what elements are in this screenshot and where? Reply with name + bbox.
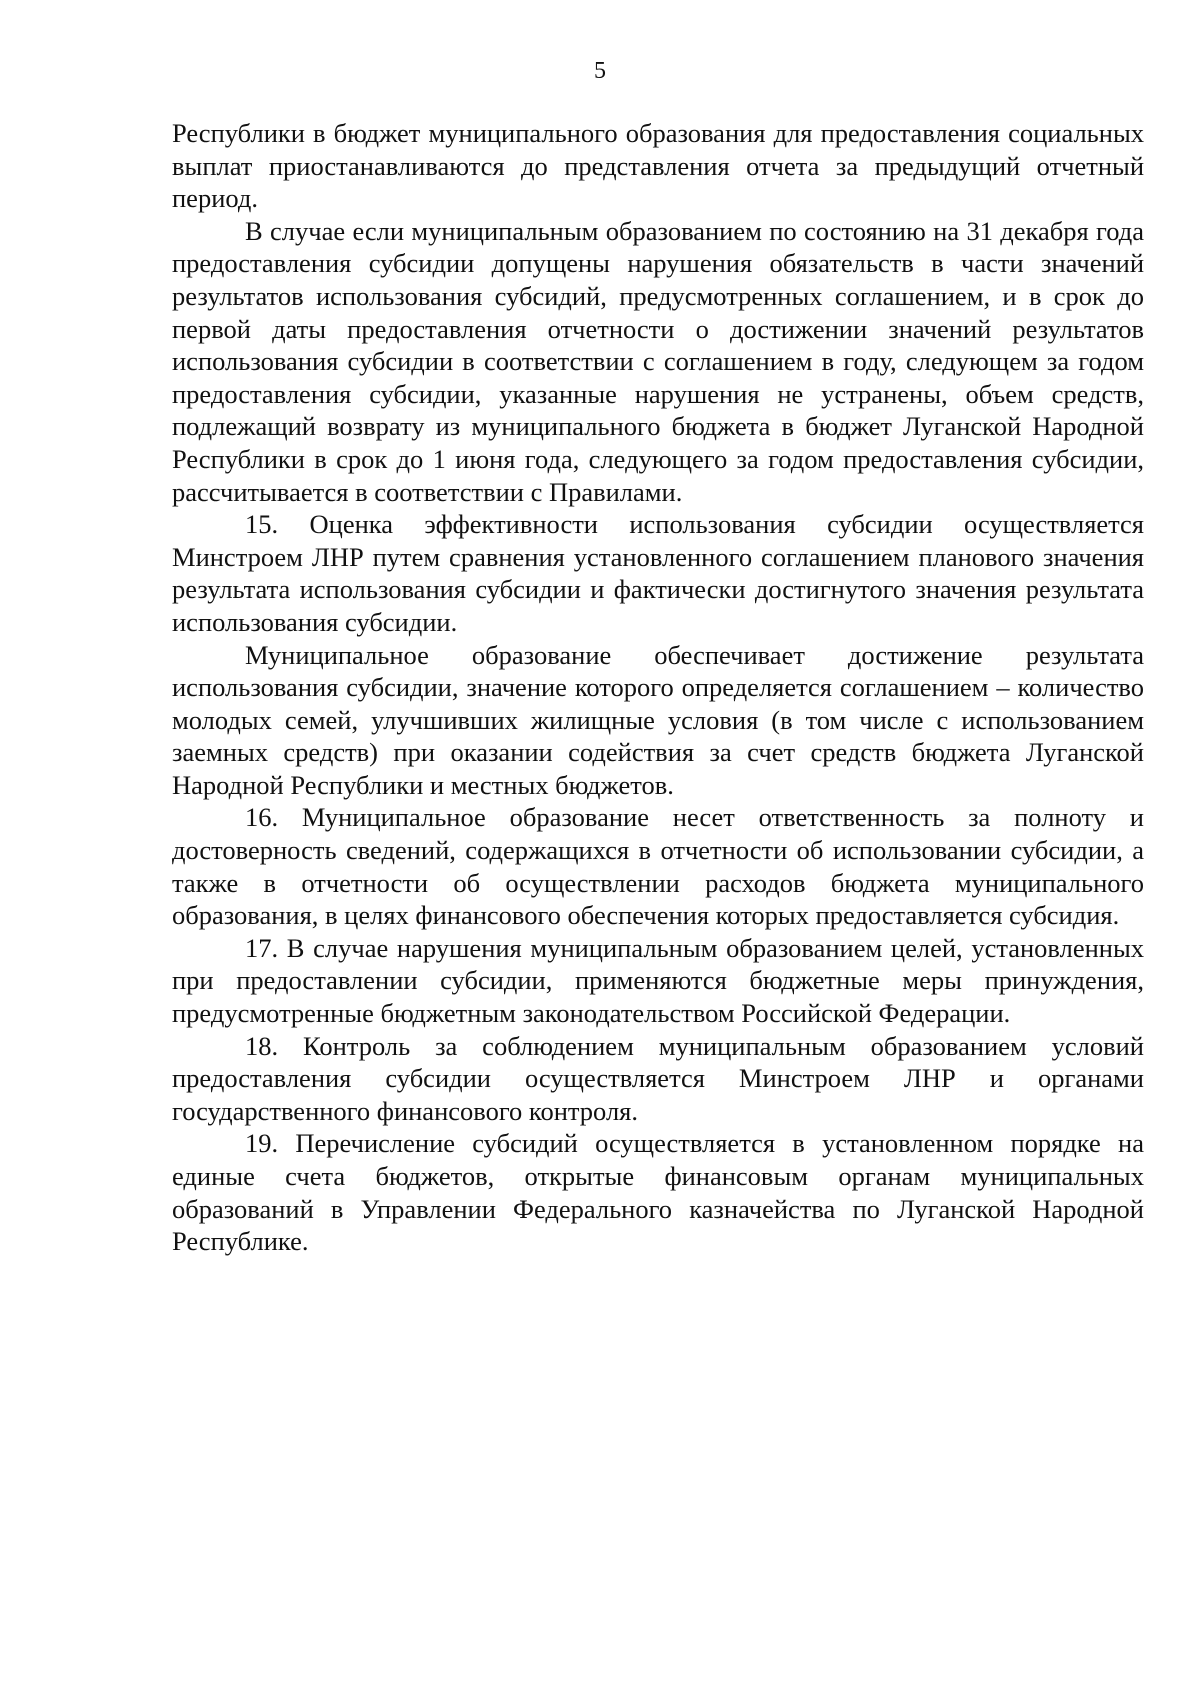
paragraph-18-control: 18. Контроль за соблюдением муниципальным образованием условий предоставления субсидии осуществляется Минстроем ЛНР и органами государственного финансового контроля.	[172, 1030, 1144, 1126]
paragraph-violation-return: В случае если муниципальным образованием по состоянию на 31 декабря года предоставления субсидии допущены нарушения обязательств в части значений результатов использования субсидий, предусмотренных соглашением, и в срок до первой даты предоставления отчетности о достижении значений результатов использования субсидии в соответствии с соглашением в году, следующем за годом предоставления субсидии, указанные нарушения не устранены, объем средств, подлежащий возврату из муниципального бюджета в бюджет Луганской Народной Республики в срок до 1 июня года, следующего за годом предоставления субсидии, рассчитывается в соответствии с Правилами.	[172, 215, 1144, 507]
paragraph-19-transfer: 19. Перечисление субсидий осуществляется в установленном порядке на единые счета бюджетов, открытые финансовым органам муниципальных образований в Управлении Федерального казначейства по Луганской Народной Республике.	[172, 1128, 1144, 1257]
paragraph-17-coercion: 17. В случае нарушения муниципальным образованием целей, установленных при предоставлении субсидии, применяются бюджетные меры принуждения, предусмотренные бюджетным законодательством Российской Федерации.	[172, 932, 1144, 1029]
document-body	[172, 117, 1144, 1258]
page-number: 5	[594, 58, 606, 84]
paragraph-16-responsibility: 16. Муниципальное образование несет ответственность за полноту и достоверность сведений, содержащихся в отчетности об использовании субсидии, а также в отчетности об осуществлении расходов бюджета муниципального образования, в целях финансового обеспечения которых предоставляется субсидия.	[172, 802, 1144, 931]
paragraph-result-achievement: Муниципальное образование обеспечивает достижение результата использования субсидии, значение которого определяется соглашением – количество молодых семей, улучшивших жилищные условия (в том числе с использованием заемных средств) при оказании содействия за счет средств бюджета Луганской Народной Республики и местных бюджетов.	[172, 639, 1144, 800]
paragraph-continuation: Республики в бюджет муниципального образования для предоставления социальных выплат приостанавливаются до представления отчета за предыдущий отчетный период.	[172, 118, 1144, 214]
paragraph-15-efficiency: 15. Оценка эффективности использования субсидии осуществляется Минстроем ЛНР путем сравнения установленного соглашением планового значения результата использования субсидии и фактически достигнутого значения результата использования субсидии.	[172, 509, 1144, 637]
